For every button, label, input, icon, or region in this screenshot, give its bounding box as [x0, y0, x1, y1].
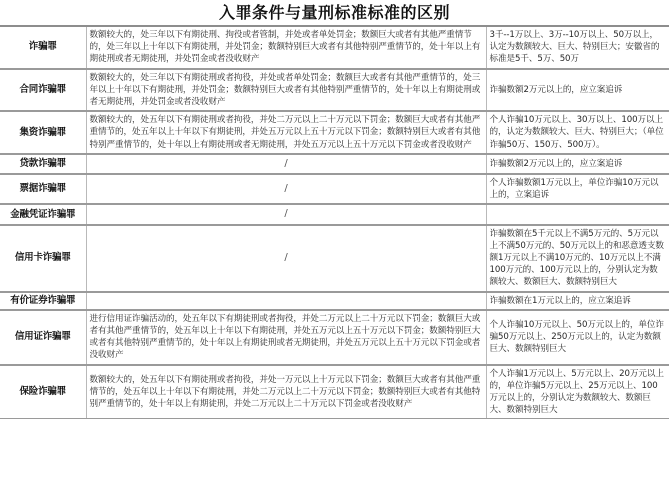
conviction-threshold-cell: 诈骗数额2万元以上的，应立案追诉 — [486, 69, 669, 112]
table-row — [0, 204, 669, 224]
crime-name-cell: 信用卡诈骗罪 — [0, 225, 86, 292]
sentencing-standard-cell: 数额较大的，处三年以下有期徒刑或者拘役，并处或者单处罚金；数额巨大或者有其他严重情节的，处三年以上十年以下有期徒刑，并处罚金；数额特别巨大或者有其他特别严重情节的，处十年以上有期徒刑或者无期徒刑，并处罚金或者没收财产 — [86, 69, 486, 112]
sentencing-standard-cell: / — [86, 154, 486, 174]
conviction-threshold-cell: 诈骗数额2万元以上的，应立案追诉 — [486, 154, 669, 174]
table-row — [0, 174, 669, 204]
table-body — [0, 27, 669, 419]
conviction-threshold-cell: 诈骗数额在5千元以上不满5万元的、5万元以上不满50万元的、50万元以上的和恶意透支数额1万元以上不满10万元的、10万元以上不满100万元的、100万元以上的，分别认定为数额较大、数额巨大、数额特别巨大 — [486, 225, 669, 292]
table-row — [0, 310, 669, 365]
table-row — [0, 225, 669, 292]
table-row — [0, 154, 669, 174]
crime-name-cell: 保险诈骗罪 — [0, 365, 86, 419]
sentencing-standard-cell: / — [86, 225, 486, 292]
conviction-threshold-cell: 个人诈骗10万元以上、50万元以上的，单位诈骗50万元以上、250万元以上的，认定为数额巨大、数额特别巨大 — [486, 310, 669, 365]
crime-name-cell: 信用证诈骗罪 — [0, 310, 86, 365]
sentencing-standard-cell: 进行信用证诈骗活动的，处五年以下有期徒刑或者拘役，并处二万元以上二十万元以下罚金；数额巨大或者有其他严重情节的，处五年以上十年以下有期徒刑，并处五万元以上五十万元以下罚金；数额特别巨大或者有其他特别严重情节的，处十年以上有期徒刑或者无期徒刑，并处五万元以上五十万元以下罚金或者没收财产 — [86, 310, 486, 365]
crime-name-cell: 票据诈骗罪 — [0, 174, 86, 204]
sentencing-standard-cell: 数额较大的，处五年以下有期徒刑或者拘役，并处二万元以上二十万元以下罚金；数额巨大或者有其他严重情节的，处五年以上十年以下有期徒刑，并处五万元以上五十万元以下罚金；数额特别巨大或者有其他特别严重情节的，处十年以上有期徒刑或者无期徒刑，并处五万元以上五十万元以下罚金或者没收财产 — [86, 111, 486, 154]
table-row — [0, 292, 669, 310]
sentencing-standard-cell: / — [86, 174, 486, 204]
crime-name-cell: 有价证券诈骗罪 — [0, 292, 86, 310]
conviction-threshold-cell: 诈骗数额在1万元以上的，应立案追诉 — [486, 292, 669, 310]
conviction-threshold-cell: 个人诈骗数额1万元以上，单位诈骗10万元以上的，立案追诉 — [486, 174, 669, 204]
sentencing-standard-cell: 数额较大的，处三年以下有期徒刑、拘役或者管制，并处或者单处罚金；数额巨大或者有其他严重情节的，处三年以上十年以下有期徒刑，并处罚金；数额特别巨大或者有其他特别严重情节的，处十年以上有期徒刑或者无期徒刑，并处罚金或者没收财产 — [86, 27, 486, 69]
conviction-threshold-cell: 个人诈骗10万元以上、30万以上、100万以上的，认定为数额较大、巨大、特别巨大；（单位诈骗50万、150万、500万）。 — [486, 111, 669, 154]
crime-name-cell: 贷款诈骗罪 — [0, 154, 86, 174]
sentencing-standard-cell: 数额较大的，处五年以下有期徒刑或者拘役，并处一万元以上十万元以下罚金；数额巨大或者有其他严重情节的，处五年以上十年以下有期徒刑，并处二万元以上二十万元以下罚金；数额特别巨大或者有其他特别严重情节的，处十年以上有期徒刑，并处二万元以上二十万元以下罚金或者没收财产 — [86, 365, 486, 419]
document-title-band — [0, 0, 669, 27]
crime-name-cell: 金融凭证诈骗罪 — [0, 204, 86, 224]
crime-name-cell: 诈骗罪 — [0, 27, 86, 69]
table-row — [0, 111, 669, 154]
conviction-threshold-cell — [486, 204, 669, 224]
table-row — [0, 27, 669, 69]
crime-name-cell: 集资诈骗罪 — [0, 111, 86, 154]
crime-comparison-table — [0, 27, 669, 419]
conviction-threshold-cell: 个人诈骗1万元以上、5万元以上、20万元以上的，单位诈骗5万元以上、25万元以上、100万元以上的，分别认定为数额较大、数额巨大、数额特别巨大 — [486, 365, 669, 419]
conviction-threshold-cell: 3千--1万以上、3万--10万以上、50万以上，认定为数额较大、巨大、特别巨大；安徽省的标准是5千、5万、50万 — [486, 27, 669, 69]
sentencing-standard-cell — [86, 292, 486, 310]
page-title: 入罪条件与量刑标准标准的区别 — [218, 2, 450, 22]
crime-name-cell: 合同诈骗罪 — [0, 69, 86, 112]
sentencing-standard-cell: / — [86, 204, 486, 224]
table-row — [0, 365, 669, 419]
table-row — [0, 69, 669, 112]
